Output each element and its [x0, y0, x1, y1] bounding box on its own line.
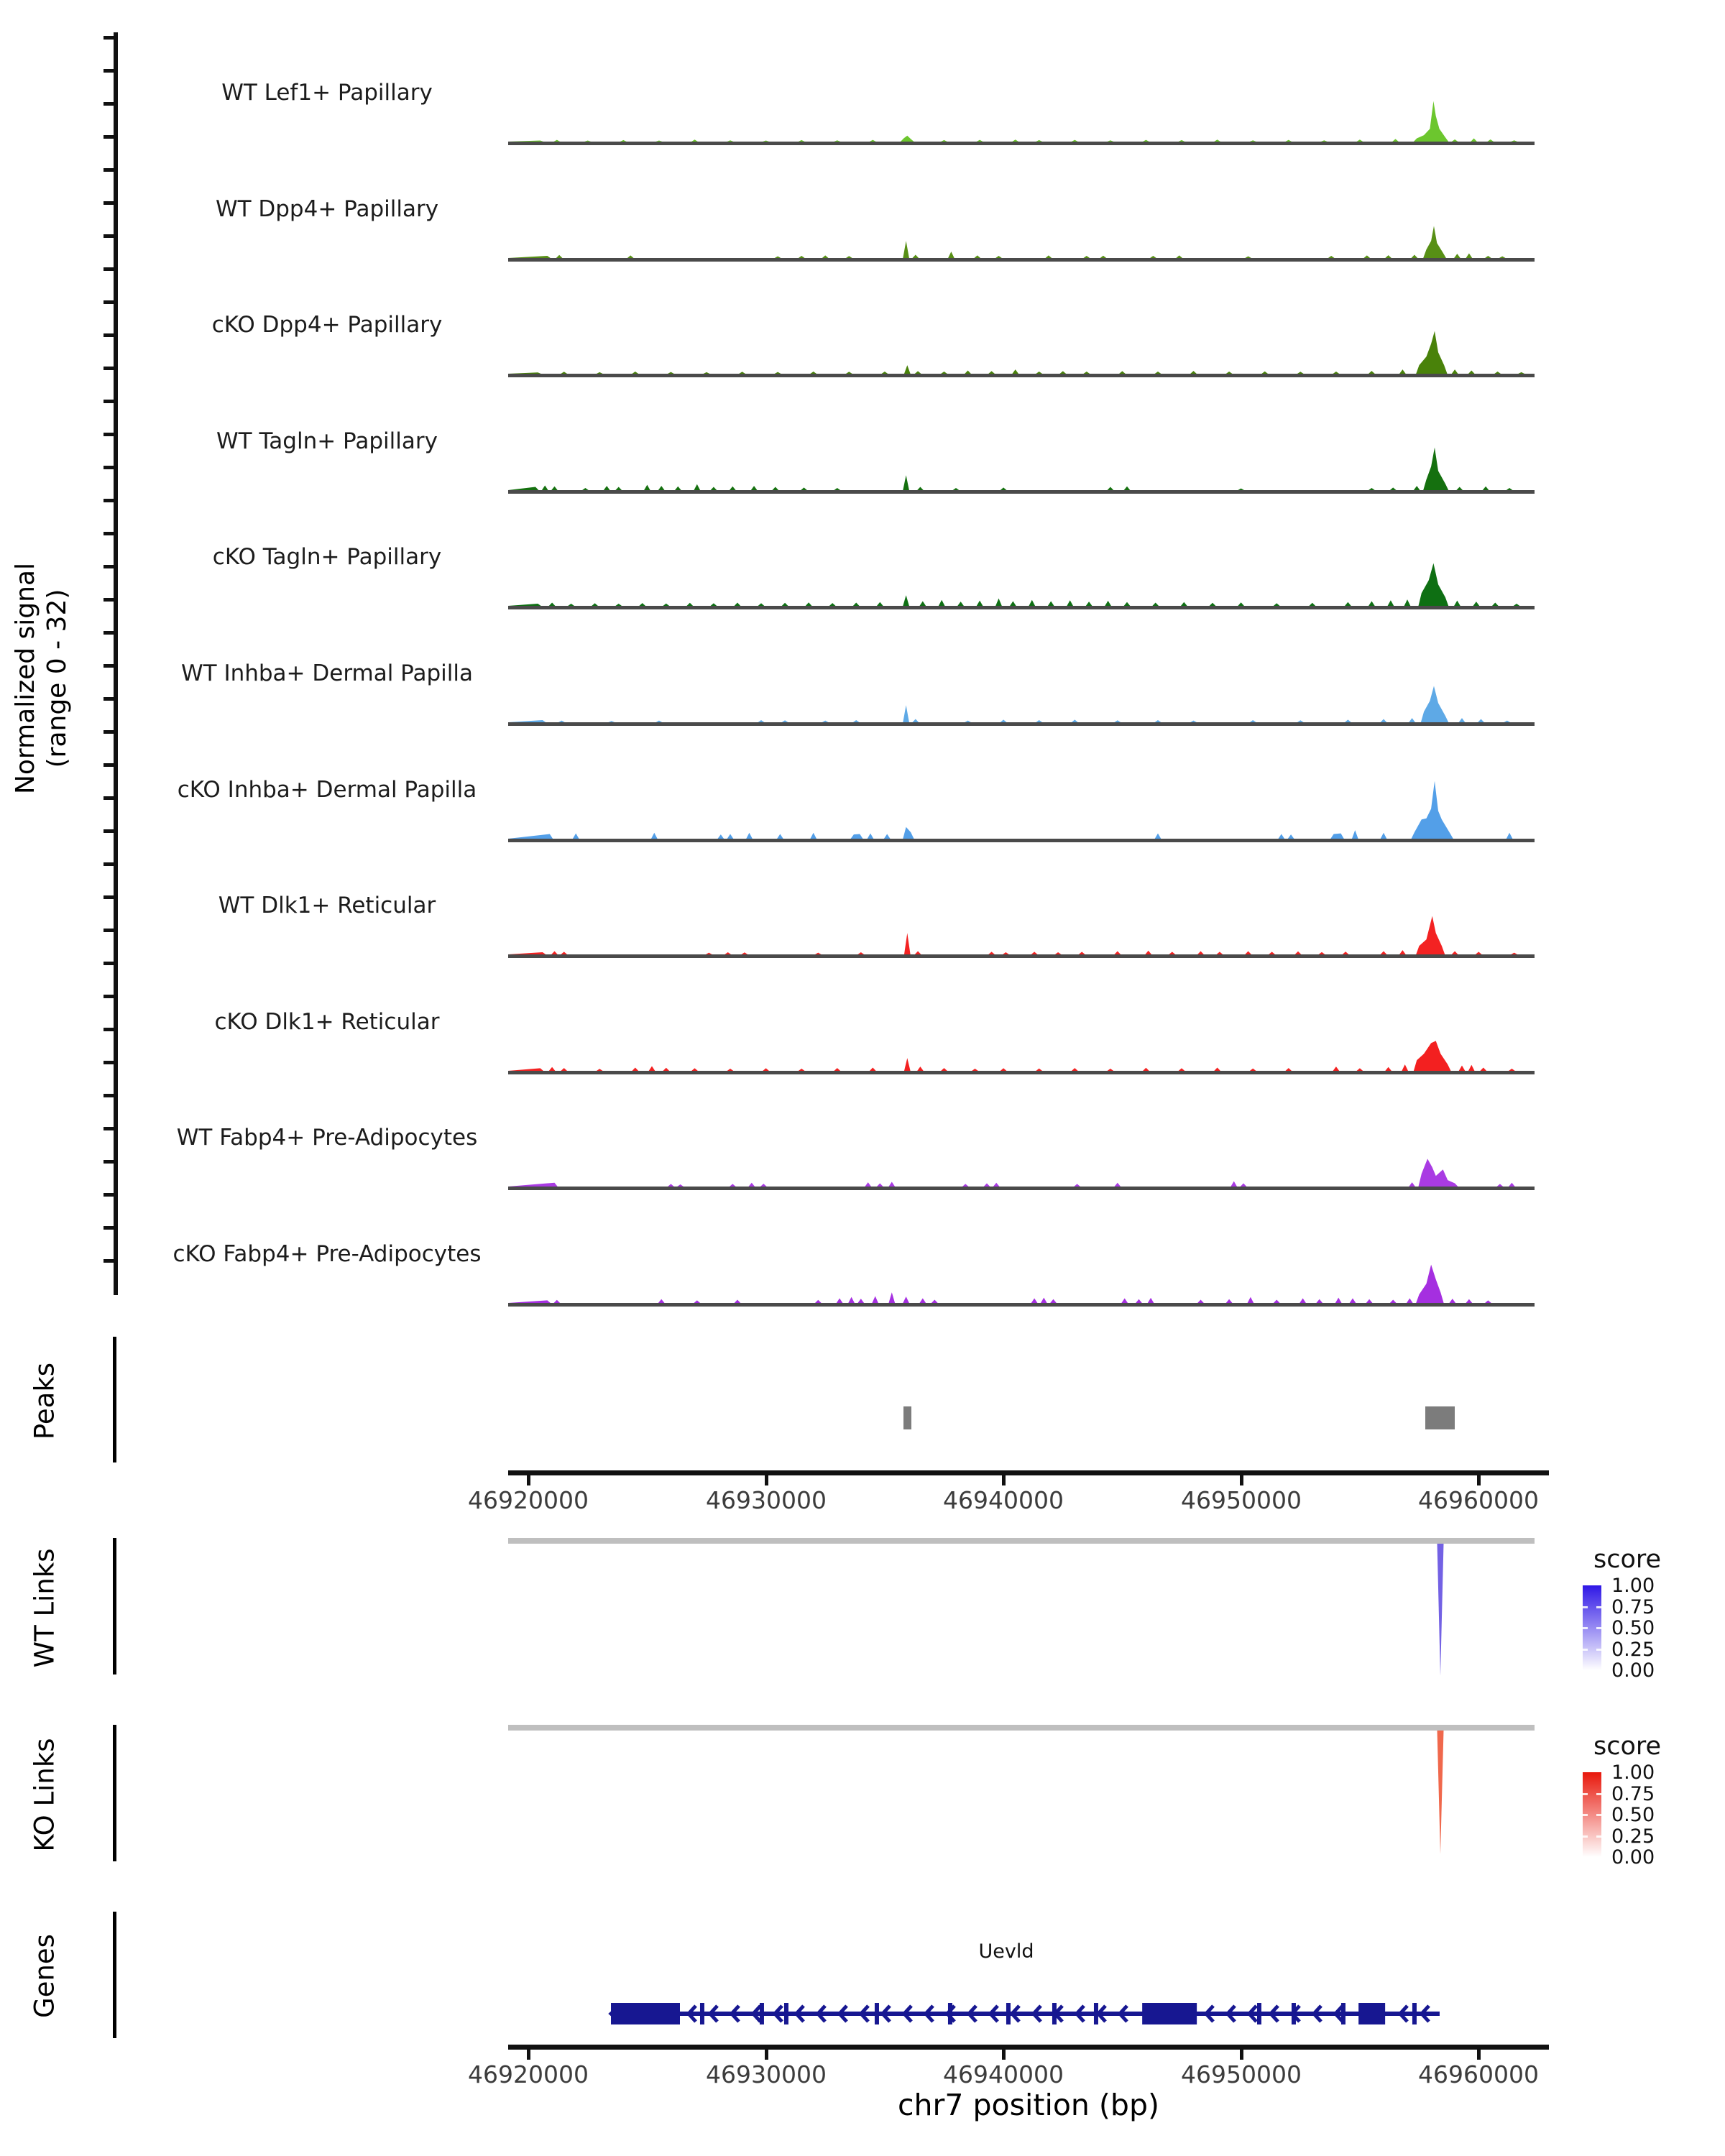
track-label: cKO Dlk1+ Reticular: [214, 1008, 440, 1035]
track-signal-area: [508, 533, 1549, 608]
x-axis-tick: [527, 1475, 530, 1485]
signal-axis-tick: [104, 1226, 114, 1230]
score-colorbar-tick: [1596, 1627, 1601, 1629]
track-baseline: [508, 374, 1535, 377]
signal-axis-tick: [104, 300, 114, 304]
signal-axis-tick: [104, 730, 114, 734]
signal-axis-tick: [104, 862, 114, 866]
x-axis-title: chr7 position (bp): [898, 2088, 1159, 2122]
signal-axis-tick: [104, 598, 114, 602]
signal-axis-tick: [104, 697, 114, 701]
peak-interval-box: [903, 1406, 911, 1429]
signal-axis-tick: [104, 168, 114, 172]
x-axis-tick-label: 46940000: [943, 2060, 1064, 2088]
wt-links-bracket: [113, 1538, 116, 1674]
score-legend-tick-label: 1.00: [1611, 1761, 1655, 1784]
x-axis-tick-label: 46920000: [468, 2060, 589, 2088]
track-label: WT Lef1+ Papillary: [221, 80, 433, 106]
signal-area-path: [508, 563, 1549, 606]
gene-model-part: [611, 2003, 680, 2024]
gene-model-part: [1142, 2003, 1197, 2024]
score-legend-tick-label: 0.00: [1611, 1659, 1655, 1682]
track-signal-area: [508, 1113, 1549, 1189]
gene-model-part: [1006, 2003, 1011, 2024]
x-axis-tick-label: 46930000: [706, 2060, 827, 2088]
gene-model-part: [700, 2003, 704, 2024]
score-colorbar-tick: [1596, 1835, 1601, 1838]
score-colorbar-tick: [1596, 1793, 1601, 1795]
x-axis-tick-label: 46950000: [1181, 2060, 1302, 2088]
peaks-section-label: Peaks: [29, 1362, 60, 1440]
signal-axis-tick: [104, 36, 114, 40]
gene-name-label: Uevld: [978, 1940, 1034, 1963]
link-spike-shape: [1438, 1544, 1444, 1676]
x-axis-tick: [527, 2050, 530, 2060]
signal-y-axis-label: [10, 413, 76, 944]
score-colorbar-tick: [1583, 1627, 1588, 1629]
track-baseline: [508, 954, 1535, 958]
x-axis-tick: [1002, 2050, 1006, 2060]
track-baseline: [508, 1187, 1535, 1190]
score-legend-tick-label: 0.50: [1611, 1617, 1655, 1639]
track-label: cKO Inhba+ Dermal Papilla: [177, 776, 477, 803]
x-axis-tick-label: 46950000: [1181, 1486, 1302, 1514]
link-spike: [1433, 1731, 1448, 1854]
ko-links-bracket: [113, 1725, 116, 1861]
track-signal-area: [508, 765, 1549, 841]
signal-axis-tick: [104, 135, 114, 139]
score-legend-tick-label: 0.25: [1611, 1639, 1655, 1661]
score-colorbar-tick: [1596, 1606, 1601, 1608]
x-axis-tick-label: 46930000: [706, 1486, 827, 1514]
signal-y-axis-label-line2: (range 0 - 32): [42, 589, 72, 768]
peak-interval-box: [1425, 1406, 1455, 1429]
score-legend-tick-label: 1.00: [1611, 1575, 1655, 1597]
score-colorbar-tick: [1596, 1649, 1601, 1651]
score-legend-title: score: [1593, 1545, 1662, 1574]
score-colorbar-tick: [1583, 1649, 1588, 1651]
signal-area-path: [508, 686, 1549, 723]
link-spike: [1433, 1544, 1448, 1676]
score-colorbar-tick: [1583, 1835, 1588, 1838]
track-signal-area: [508, 300, 1549, 376]
track-baseline: [508, 142, 1535, 145]
signal-area-path: [508, 331, 1549, 374]
x-axis-tick-label: 46960000: [1418, 1486, 1539, 1514]
x-axis-tick-label: 46960000: [1418, 2060, 1539, 2088]
track-label: WT Dlk1+ Reticular: [218, 893, 436, 919]
track-label: WT Tagln+ Papillary: [216, 428, 438, 454]
signal-y-axis-label-line1: Normalized signal: [11, 562, 40, 795]
score-legend-tick-label: 0.75: [1611, 1783, 1655, 1805]
track-label: WT Inhba+ Dermal Papilla: [181, 660, 473, 686]
signal-area-path: [508, 447, 1549, 489]
signal-axis-tick: [104, 466, 114, 469]
track-baseline: [508, 606, 1535, 609]
score-colorbar-tick: [1596, 1814, 1601, 1816]
signal-axis-tick: [104, 962, 114, 965]
signal-area-path: [508, 1041, 1549, 1071]
link-spike-shape: [1438, 1731, 1444, 1854]
track-baseline: [508, 722, 1535, 726]
gene-model-part: [1341, 2003, 1346, 2024]
x-axis-tick-label: 46940000: [943, 1486, 1064, 1514]
signal-axis-tick: [104, 69, 114, 73]
signal-axis-tick: [104, 929, 114, 932]
signal-axis-tick: [104, 1193, 114, 1197]
gene-model-part: [1358, 2003, 1385, 2024]
score-legend-tick-label: 0.25: [1611, 1825, 1655, 1848]
gene-model-part: [784, 2003, 788, 2024]
signal-area-path: [508, 1159, 1549, 1187]
genes-bracket: [113, 1912, 116, 2038]
score-colorbar-tick: [1583, 1814, 1588, 1816]
track-signal-area: [508, 881, 1549, 957]
track-signal-area: [508, 1230, 1549, 1305]
signal-area-path: [508, 101, 1549, 142]
signal-axis-tick: [104, 1160, 114, 1164]
score-legend-tick-label: 0.50: [1611, 1804, 1655, 1826]
track-label: WT Fabp4+ Pre-Adipocytes: [176, 1125, 478, 1151]
x-axis-tick: [1477, 2050, 1481, 2060]
signal-area-path: [508, 916, 1549, 954]
track-baseline: [508, 839, 1535, 842]
score-legend-title: score: [1593, 1732, 1662, 1761]
x-axis-tick-label: 46920000: [468, 1486, 589, 1514]
track-label: cKO Dpp4+ Papillary: [211, 312, 443, 338]
track-signal-area: [508, 417, 1549, 492]
links-baseline-bar: [508, 1725, 1535, 1731]
gene-model-part: [1257, 2003, 1261, 2024]
signal-area-path: [508, 1265, 1549, 1303]
score-legend-tick-label: 0.00: [1611, 1846, 1655, 1869]
ko-links-section-label: KO Links: [29, 1738, 60, 1852]
gene-model: [508, 1980, 1549, 2048]
signal-axis-tick: [104, 829, 114, 833]
track-signal-area: [508, 185, 1549, 260]
gene-model-part: [760, 2003, 764, 2024]
signal-axis-tick: [104, 631, 114, 635]
links-baseline-bar: [508, 1538, 1535, 1544]
x-axis-line: [508, 2045, 1549, 2050]
signal-axis-tick: [104, 995, 114, 998]
gene-model-part: [1412, 2003, 1417, 2024]
peaks-bracket: [113, 1337, 116, 1462]
signal-axis-tick: [104, 763, 114, 767]
gene-model-part: [1292, 2003, 1296, 2024]
x-axis-tick: [1240, 2050, 1243, 2060]
signal-axis-tick: [104, 400, 114, 403]
wt-links-section-label: WT Links: [29, 1548, 60, 1668]
signal-area-path: [508, 780, 1549, 838]
track-signal-area: [508, 68, 1549, 144]
score-legend-tick-label: 0.75: [1611, 1596, 1655, 1618]
gene-model-part: [875, 2003, 879, 2024]
score-colorbar-tick: [1583, 1793, 1588, 1795]
genes-section-label: Genes: [29, 1934, 60, 2018]
signal-axis-tick: [104, 499, 114, 502]
track-label: WT Dpp4+ Papillary: [215, 195, 439, 222]
signal-axis-tick: [104, 234, 114, 238]
gene-model-part: [1094, 2003, 1098, 2024]
signal-axis-tick: [104, 532, 114, 535]
track-signal-area: [508, 998, 1549, 1073]
score-colorbar-tick: [1583, 1606, 1588, 1608]
track-baseline: [508, 1071, 1535, 1074]
track-label: cKO Fabp4+ Pre-Adipocytes: [172, 1241, 482, 1267]
signal-axis-tick: [104, 267, 114, 271]
track-baseline: [508, 258, 1535, 262]
track-baseline: [508, 1303, 1535, 1307]
track-label: cKO Tagln+ Papillary: [212, 544, 442, 571]
signal-area-path: [508, 226, 1549, 258]
signal-axis-tick: [104, 367, 114, 370]
gene-model-part: [1052, 2003, 1057, 2024]
track-signal-area: [508, 649, 1549, 724]
x-axis-line: [508, 1470, 1549, 1475]
track-baseline: [508, 490, 1535, 494]
x-axis-tick: [765, 1475, 768, 1485]
x-axis-tick: [1477, 1475, 1481, 1485]
x-axis-tick: [765, 2050, 768, 2060]
signal-axis-tick: [104, 1061, 114, 1064]
gene-model-part: [948, 2003, 952, 2024]
x-axis-tick: [1002, 1475, 1006, 1485]
signal-axis-tick: [104, 1094, 114, 1097]
x-axis-tick: [1240, 1475, 1243, 1485]
